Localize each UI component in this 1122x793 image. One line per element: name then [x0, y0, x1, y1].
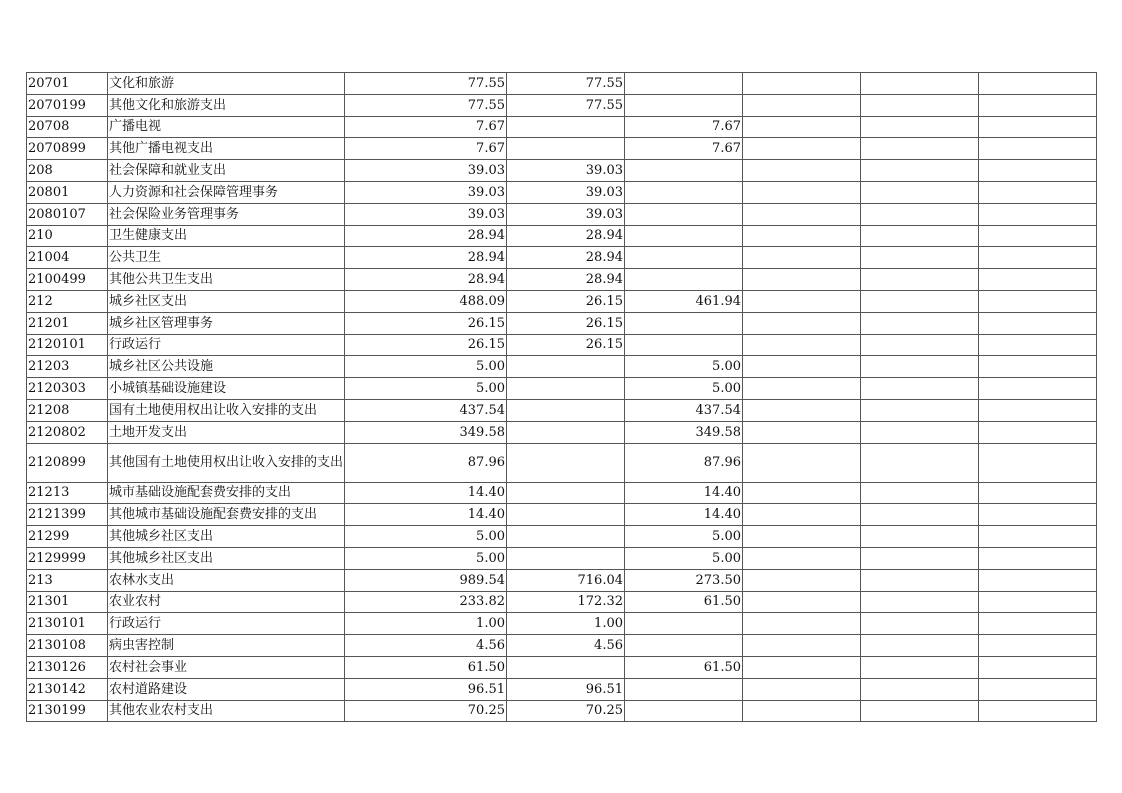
project-expenditure-cell: 7.67: [625, 138, 743, 160]
basic-expenditure-cell: [507, 547, 625, 569]
table-row: [27, 269, 1097, 291]
empty-cell: [861, 312, 979, 334]
subject-name-cell: 其他城市基础设施配套费安排的支出: [108, 504, 345, 526]
subject-code-cell: 2130142: [27, 678, 108, 700]
empty-cell: [861, 378, 979, 400]
empty-cell: [861, 656, 979, 678]
table-row: [27, 399, 1097, 421]
subject-name-cell: 农村道路建设: [108, 678, 345, 700]
empty-cell: [979, 504, 1097, 526]
total-cell: 233.82: [345, 591, 507, 613]
empty-cell: [861, 356, 979, 378]
empty-cell: [979, 526, 1097, 548]
project-expenditure-cell: 14.40: [625, 482, 743, 504]
subject-code-cell: 2100499: [27, 269, 108, 291]
empty-cell: [979, 138, 1097, 160]
empty-cell: [743, 94, 861, 116]
table-row: [27, 312, 1097, 334]
empty-cell: [743, 635, 861, 657]
subject-name-cell: 城市基础设施配套费安排的支出: [108, 482, 345, 504]
subject-name-cell: 其他城乡社区支出: [108, 547, 345, 569]
total-cell: 7.67: [345, 116, 507, 138]
basic-expenditure-cell: [507, 356, 625, 378]
empty-cell: [861, 269, 979, 291]
empty-cell: [861, 160, 979, 182]
table-row: [27, 443, 1097, 482]
empty-cell: [979, 613, 1097, 635]
basic-expenditure-cell: 77.55: [507, 73, 625, 95]
empty-cell: [861, 569, 979, 591]
table-row: [27, 635, 1097, 657]
project-expenditure-cell: [625, 160, 743, 182]
subject-name-cell: 病虫害控制: [108, 635, 345, 657]
subject-name-cell: 行政运行: [108, 613, 345, 635]
table-row: [27, 356, 1097, 378]
empty-cell: [861, 421, 979, 443]
empty-cell: [743, 443, 861, 482]
subject-name-cell: 公共卫生: [108, 247, 345, 269]
empty-cell: [861, 613, 979, 635]
project-expenditure-cell: 5.00: [625, 378, 743, 400]
table-row: [27, 225, 1097, 247]
subject-name-cell: 城乡社区支出: [108, 290, 345, 312]
empty-cell: [861, 116, 979, 138]
subject-code-cell: 2129999: [27, 547, 108, 569]
table-row: [27, 504, 1097, 526]
empty-cell: [861, 334, 979, 356]
empty-cell: [743, 138, 861, 160]
total-cell: 26.15: [345, 334, 507, 356]
empty-cell: [979, 269, 1097, 291]
table-row: [27, 160, 1097, 182]
subject-name-cell: 文化和旅游: [108, 73, 345, 95]
basic-expenditure-cell: 28.94: [507, 247, 625, 269]
subject-code-cell: 21299: [27, 526, 108, 548]
basic-expenditure-cell: [507, 504, 625, 526]
empty-cell: [743, 73, 861, 95]
empty-cell: [861, 443, 979, 482]
total-cell: 5.00: [345, 526, 507, 548]
basic-expenditure-cell: 1.00: [507, 613, 625, 635]
empty-cell: [743, 421, 861, 443]
project-expenditure-cell: [625, 678, 743, 700]
basic-expenditure-cell: [507, 482, 625, 504]
empty-cell: [861, 635, 979, 657]
empty-cell: [979, 290, 1097, 312]
table-row: [27, 334, 1097, 356]
total-cell: 14.40: [345, 504, 507, 526]
table-row: [27, 700, 1097, 722]
project-expenditure-cell: 87.96: [625, 443, 743, 482]
basic-expenditure-cell: 4.56: [507, 635, 625, 657]
basic-expenditure-cell: 70.25: [507, 700, 625, 722]
basic-expenditure-cell: 26.15: [507, 312, 625, 334]
empty-cell: [861, 225, 979, 247]
project-expenditure-cell: [625, 334, 743, 356]
project-expenditure-cell: [625, 73, 743, 95]
table-row: [27, 613, 1097, 635]
total-cell: 28.94: [345, 247, 507, 269]
empty-cell: [861, 591, 979, 613]
empty-cell: [861, 203, 979, 225]
subject-name-cell: 其他广播电视支出: [108, 138, 345, 160]
subject-name-cell: 小城镇基础设施建设: [108, 378, 345, 400]
subject-code-cell: 21004: [27, 247, 108, 269]
empty-cell: [743, 526, 861, 548]
subject-name-cell: 社会保障和就业支出: [108, 160, 345, 182]
table-row: [27, 73, 1097, 95]
empty-cell: [861, 247, 979, 269]
total-cell: 28.94: [345, 225, 507, 247]
table-row: [27, 138, 1097, 160]
empty-cell: [743, 656, 861, 678]
empty-cell: [743, 569, 861, 591]
project-expenditure-cell: 14.40: [625, 504, 743, 526]
empty-cell: [979, 116, 1097, 138]
empty-cell: [743, 378, 861, 400]
empty-cell: [743, 312, 861, 334]
project-expenditure-cell: [625, 203, 743, 225]
subject-code-cell: 20701: [27, 73, 108, 95]
empty-cell: [979, 547, 1097, 569]
subject-code-cell: 2130126: [27, 656, 108, 678]
basic-expenditure-cell: 39.03: [507, 160, 625, 182]
project-expenditure-cell: [625, 269, 743, 291]
empty-cell: [979, 700, 1097, 722]
subject-code-cell: 21201: [27, 312, 108, 334]
empty-cell: [979, 656, 1097, 678]
subject-code-cell: 21208: [27, 399, 108, 421]
empty-cell: [743, 678, 861, 700]
subject-name-cell: 其他公共卫生支出: [108, 269, 345, 291]
empty-cell: [861, 138, 979, 160]
empty-cell: [861, 526, 979, 548]
project-expenditure-cell: 5.00: [625, 356, 743, 378]
basic-expenditure-cell: 28.94: [507, 225, 625, 247]
project-expenditure-cell: [625, 225, 743, 247]
subject-code-cell: 21301: [27, 591, 108, 613]
table-row: [27, 94, 1097, 116]
empty-cell: [979, 591, 1097, 613]
subject-name-cell: 人力资源和社会保障管理事务: [108, 181, 345, 203]
empty-cell: [743, 399, 861, 421]
empty-cell: [979, 569, 1097, 591]
project-expenditure-cell: [625, 312, 743, 334]
empty-cell: [743, 225, 861, 247]
subject-code-cell: 208: [27, 160, 108, 182]
project-expenditure-cell: 61.50: [625, 656, 743, 678]
empty-cell: [861, 482, 979, 504]
basic-expenditure-cell: 96.51: [507, 678, 625, 700]
basic-expenditure-cell: 77.55: [507, 94, 625, 116]
empty-cell: [743, 181, 861, 203]
empty-cell: [743, 591, 861, 613]
project-expenditure-cell: [625, 247, 743, 269]
total-cell: 28.94: [345, 269, 507, 291]
subject-name-cell: 土地开发支出: [108, 421, 345, 443]
subject-name-cell: 其他城乡社区支出: [108, 526, 345, 548]
basic-expenditure-cell: [507, 421, 625, 443]
empty-cell: [979, 94, 1097, 116]
table-row: [27, 678, 1097, 700]
empty-cell: [861, 94, 979, 116]
project-expenditure-cell: [625, 700, 743, 722]
table-row: [27, 591, 1097, 613]
total-cell: 4.56: [345, 635, 507, 657]
total-cell: 39.03: [345, 160, 507, 182]
subject-code-cell: 2130108: [27, 635, 108, 657]
table-row: [27, 656, 1097, 678]
empty-cell: [979, 678, 1097, 700]
project-expenditure-cell: 437.54: [625, 399, 743, 421]
subject-code-cell: 210: [27, 225, 108, 247]
table-row: [27, 569, 1097, 591]
empty-cell: [979, 312, 1097, 334]
total-cell: 77.55: [345, 94, 507, 116]
project-expenditure-cell: 7.67: [625, 116, 743, 138]
empty-cell: [861, 678, 979, 700]
total-cell: 989.54: [345, 569, 507, 591]
table-row: [27, 116, 1097, 138]
table-row: [27, 547, 1097, 569]
total-cell: 5.00: [345, 356, 507, 378]
empty-cell: [861, 73, 979, 95]
subject-code-cell: 212: [27, 290, 108, 312]
subject-name-cell: 社会保险业务管理事务: [108, 203, 345, 225]
project-expenditure-cell: [625, 635, 743, 657]
empty-cell: [743, 269, 861, 291]
table-row: [27, 203, 1097, 225]
empty-cell: [979, 482, 1097, 504]
empty-cell: [743, 160, 861, 182]
project-expenditure-cell: 5.00: [625, 547, 743, 569]
table-row: [27, 526, 1097, 548]
total-cell: 488.09: [345, 290, 507, 312]
project-expenditure-cell: 5.00: [625, 526, 743, 548]
table-body: [27, 73, 1097, 722]
basic-expenditure-cell: 172.32: [507, 591, 625, 613]
project-expenditure-cell: 61.50: [625, 591, 743, 613]
project-expenditure-cell: 273.50: [625, 569, 743, 591]
empty-cell: [979, 73, 1097, 95]
empty-cell: [979, 334, 1097, 356]
basic-expenditure-cell: 716.04: [507, 569, 625, 591]
empty-cell: [979, 421, 1097, 443]
empty-cell: [979, 247, 1097, 269]
subject-name-cell: 其他农业农村支出: [108, 700, 345, 722]
project-expenditure-cell: [625, 181, 743, 203]
basic-expenditure-cell: 39.03: [507, 181, 625, 203]
basic-expenditure-cell: [507, 138, 625, 160]
total-cell: 349.58: [345, 421, 507, 443]
empty-cell: [743, 613, 861, 635]
total-cell: 437.54: [345, 399, 507, 421]
empty-cell: [979, 181, 1097, 203]
subject-name-cell: 城乡社区公共设施: [108, 356, 345, 378]
project-expenditure-cell: 461.94: [625, 290, 743, 312]
subject-name-cell: 农业农村: [108, 591, 345, 613]
basic-expenditure-cell: [507, 399, 625, 421]
basic-expenditure-cell: [507, 656, 625, 678]
subject-name-cell: 农村社会事业: [108, 656, 345, 678]
table-row: [27, 181, 1097, 203]
empty-cell: [861, 399, 979, 421]
empty-cell: [743, 356, 861, 378]
empty-cell: [861, 181, 979, 203]
project-expenditure-cell: [625, 94, 743, 116]
table-row: [27, 482, 1097, 504]
basic-expenditure-cell: 39.03: [507, 203, 625, 225]
total-cell: 26.15: [345, 312, 507, 334]
project-expenditure-cell: [625, 613, 743, 635]
subject-name-cell: 卫生健康支出: [108, 225, 345, 247]
empty-cell: [861, 290, 979, 312]
subject-code-cell: 2080107: [27, 203, 108, 225]
basic-expenditure-cell: [507, 378, 625, 400]
basic-expenditure-cell: [507, 526, 625, 548]
empty-cell: [743, 547, 861, 569]
empty-cell: [979, 203, 1097, 225]
subject-code-cell: 2120802: [27, 421, 108, 443]
empty-cell: [861, 547, 979, 569]
subject-code-cell: 20801: [27, 181, 108, 203]
subject-code-cell: 2130101: [27, 613, 108, 635]
subject-name-cell: 广播电视: [108, 116, 345, 138]
table-row: [27, 421, 1097, 443]
empty-cell: [743, 700, 861, 722]
empty-cell: [979, 443, 1097, 482]
empty-cell: [979, 635, 1097, 657]
total-cell: 1.00: [345, 613, 507, 635]
subject-code-cell: 2070199: [27, 94, 108, 116]
subject-code-cell: 2130199: [27, 700, 108, 722]
project-expenditure-cell: 349.58: [625, 421, 743, 443]
table-row: [27, 290, 1097, 312]
total-cell: 96.51: [345, 678, 507, 700]
empty-cell: [979, 378, 1097, 400]
basic-expenditure-cell: 28.94: [507, 269, 625, 291]
subject-name-cell: 农林水支出: [108, 569, 345, 591]
total-cell: 14.40: [345, 482, 507, 504]
table-row: [27, 378, 1097, 400]
subject-code-cell: 2070899: [27, 138, 108, 160]
total-cell: 7.67: [345, 138, 507, 160]
empty-cell: [743, 482, 861, 504]
empty-cell: [861, 700, 979, 722]
empty-cell: [743, 116, 861, 138]
empty-cell: [979, 225, 1097, 247]
subject-code-cell: 213: [27, 569, 108, 591]
subject-code-cell: 2120101: [27, 334, 108, 356]
total-cell: 61.50: [345, 656, 507, 678]
empty-cell: [979, 356, 1097, 378]
subject-code-cell: 2120303: [27, 378, 108, 400]
empty-cell: [861, 504, 979, 526]
subject-name-cell: 城乡社区管理事务: [108, 312, 345, 334]
subject-code-cell: 20708: [27, 116, 108, 138]
subject-code-cell: 2120899: [27, 443, 108, 482]
subject-name-cell: 国有土地使用权出让收入安排的支出: [108, 399, 345, 421]
total-cell: 39.03: [345, 203, 507, 225]
budget-table: [26, 72, 1097, 722]
table-row: [27, 247, 1097, 269]
basic-expenditure-cell: 26.15: [507, 334, 625, 356]
total-cell: 39.03: [345, 181, 507, 203]
total-cell: 5.00: [345, 547, 507, 569]
empty-cell: [743, 504, 861, 526]
subject-code-cell: 2121399: [27, 504, 108, 526]
empty-cell: [979, 399, 1097, 421]
total-cell: 77.55: [345, 73, 507, 95]
subject-name-cell: 行政运行: [108, 334, 345, 356]
total-cell: 5.00: [345, 378, 507, 400]
subject-code-cell: 21203: [27, 356, 108, 378]
subject-name-cell: 其他国有土地使用权出让收入安排的支出: [108, 443, 345, 482]
subject-name-cell: 其他文化和旅游支出: [108, 94, 345, 116]
empty-cell: [743, 247, 861, 269]
total-cell: 70.25: [345, 700, 507, 722]
basic-expenditure-cell: [507, 116, 625, 138]
empty-cell: [743, 290, 861, 312]
subject-code-cell: 21213: [27, 482, 108, 504]
empty-cell: [743, 334, 861, 356]
basic-expenditure-cell: 26.15: [507, 290, 625, 312]
empty-cell: [979, 160, 1097, 182]
empty-cell: [743, 203, 861, 225]
basic-expenditure-cell: [507, 443, 625, 482]
total-cell: 87.96: [345, 443, 507, 482]
